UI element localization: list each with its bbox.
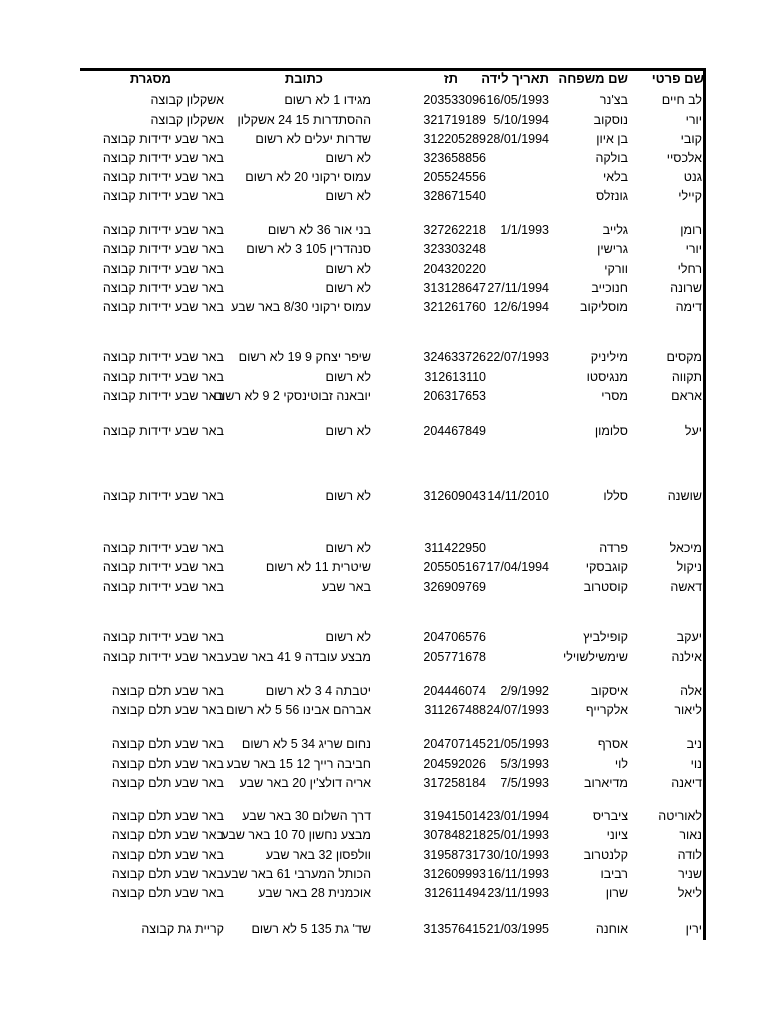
cell-first-name: יורי — [685, 242, 702, 256]
cell-first-name: לב חיים — [661, 93, 702, 107]
cell-last-name: אוחנה — [595, 922, 628, 936]
table-row — [0, 885, 768, 905]
cell-address: בני אור 36 לא רשום — [267, 223, 371, 237]
cell-address: הכותל המערבי 61 באר שבע — [224, 867, 371, 881]
cell-id: 319415014 — [423, 809, 486, 823]
table-row — [0, 92, 768, 112]
cell-framework: באר שבע ידידות קבוצה — [102, 541, 224, 555]
table-row — [0, 540, 768, 560]
cell-framework: באר שבע ידידות קבוצה — [102, 630, 224, 644]
table-row — [0, 847, 768, 867]
cell-last-name: מנגיסטו — [586, 370, 628, 384]
table-row — [0, 280, 768, 300]
cell-framework: באר שבע ידידות קבוצה — [102, 489, 224, 503]
cell-id: 328671540 — [423, 189, 486, 203]
cell-first-name: שניר — [678, 867, 702, 881]
cell-last-name: אסרף — [597, 737, 628, 751]
cell-address: לא רשום — [325, 281, 371, 295]
table-row — [0, 775, 768, 795]
cell-first-name: מקסים — [666, 350, 702, 364]
cell-dob: 2/9/1992 — [500, 684, 549, 698]
cell-first-name: יורי — [685, 113, 702, 127]
table-row — [0, 702, 768, 722]
cell-last-name: חנוכייב — [591, 281, 628, 295]
cell-first-name: רחלי — [677, 262, 702, 276]
cell-address: מבצע עובדה 9 41 באר שבע — [224, 650, 371, 664]
table-row — [0, 921, 768, 941]
cell-id: 313128647 — [423, 281, 486, 295]
cell-last-name: קלנטרוב — [583, 848, 628, 862]
table-row — [0, 808, 768, 828]
table-row — [0, 369, 768, 389]
cell-dob: 5/10/1994 — [493, 113, 549, 127]
cell-address: שיפר יצחק 9 19 לא רשום — [238, 350, 371, 364]
cell-address: חביבה רייך 12 15 באר שבע — [226, 757, 371, 771]
cell-dob: 21/05/1993 — [486, 737, 549, 751]
table-row — [0, 736, 768, 756]
cell-first-name: נאור — [679, 828, 702, 842]
cell-framework: באר שבע תלם קבוצה — [111, 703, 224, 717]
table-row — [0, 241, 768, 261]
cell-framework: באר שבע ידידות קבוצה — [102, 281, 224, 295]
cell-framework: אשקלון קבוצה — [150, 113, 224, 127]
cell-address: שדרות יעלים לא רשום — [255, 132, 371, 146]
table-row — [0, 866, 768, 886]
cell-framework: באר שבע תלם קבוצה — [111, 757, 224, 771]
cell-dob: 30/10/1993 — [486, 848, 549, 862]
cell-framework: באר שבע תלם קבוצה — [111, 848, 224, 862]
cell-address: לא רשום — [325, 189, 371, 203]
table-row — [0, 488, 768, 508]
cell-first-name: ליאל — [677, 886, 702, 900]
cell-last-name: מסרי — [601, 389, 628, 403]
cell-id: 323303248 — [423, 242, 486, 256]
table-row — [0, 756, 768, 776]
cell-dob: 1/1/1993 — [500, 223, 549, 237]
cell-framework: באר שבע תלם קבוצה — [111, 776, 224, 790]
cell-address: באר שבע — [321, 580, 371, 594]
cell-address: לא רשום — [325, 630, 371, 644]
table-row — [0, 188, 768, 208]
cell-first-name: שושנה — [667, 489, 702, 503]
cell-framework: באר שבע תלם קבוצה — [111, 684, 224, 698]
cell-last-name: לוי — [614, 757, 628, 771]
cell-address: אריה דולצ'ין 20 באר שבע — [239, 776, 371, 790]
table-row — [0, 423, 768, 443]
cell-framework: באר שבע ידידות קבוצה — [102, 580, 224, 594]
cell-first-name: תקווה — [671, 370, 702, 384]
cell-id: 312609993 — [423, 867, 486, 881]
cell-framework: באר שבע ידידות קבוצה — [102, 370, 224, 384]
cell-address: עמוס ירקוני 8/30 באר שבע — [231, 300, 371, 314]
cell-id: 307848218 — [423, 828, 486, 842]
cell-address: מבצע נחשון 70 10 באר שבע — [221, 828, 371, 842]
cell-id: 317258184 — [423, 776, 486, 790]
cell-address: מגידו 1 לא רשום — [284, 93, 371, 107]
cell-dob: 23/11/1993 — [487, 886, 549, 900]
cell-framework: באר שבע ידידות קבוצה — [102, 350, 224, 364]
cell-last-name: שרון — [605, 886, 628, 900]
cell-first-name: ליאור — [674, 703, 702, 717]
cell-last-name: קופילביץ — [583, 630, 628, 644]
cell-last-name: סלומון — [594, 424, 628, 438]
cell-framework: באר שבע תלם קבוצה — [111, 867, 224, 881]
cell-address: שיטרית 11 לא רשום — [265, 560, 371, 574]
cell-address: לא רשום — [325, 151, 371, 165]
table-row — [0, 559, 768, 579]
cell-framework: באר שבע ידידות קבוצה — [102, 560, 224, 574]
cell-first-name: דיאנה — [671, 776, 702, 790]
cell-address: יטבתה 4 3 לא רשום — [265, 684, 371, 698]
cell-last-name: גרישין — [597, 242, 628, 256]
cell-framework: אשקלון קבוצה — [150, 93, 224, 107]
cell-id: 205771678 — [423, 650, 486, 664]
table-row — [0, 629, 768, 649]
cell-dob: 16/11/1993 — [487, 867, 549, 881]
cell-address: שד' גת 135 5 לא רשום — [251, 922, 371, 936]
cell-address: אברהם אבינו 56 5 לא רשום — [226, 703, 371, 717]
cell-id: 321719189 — [423, 113, 486, 127]
cell-address: לא רשום — [325, 489, 371, 503]
cell-id: 204707145 — [423, 737, 486, 751]
cell-last-name: גונזלס — [595, 189, 628, 203]
cell-address: נחום שריג 34 5 לא רשום — [241, 737, 371, 751]
cell-id: 313576415 — [423, 922, 486, 936]
cell-last-name: גלייב — [602, 223, 628, 237]
table-row — [0, 299, 768, 319]
cell-last-name: שימשילשוילי — [563, 650, 628, 664]
cell-first-name: ניב — [686, 737, 702, 751]
cell-dob: 22/07/1993 — [486, 350, 549, 364]
table-row — [0, 222, 768, 242]
cell-dob: 25/01/1993 — [486, 828, 549, 842]
cell-framework: באר שבע ידידות קבוצה — [102, 262, 224, 276]
cell-first-name: דאשה — [670, 580, 702, 594]
table-row — [0, 388, 768, 408]
cell-dob: 24/07/1993 — [486, 703, 549, 717]
cell-first-name: יעקב — [676, 630, 702, 644]
cell-first-name: אראם — [671, 389, 702, 403]
cell-address: דרך השלום 30 באר שבע — [242, 809, 371, 823]
cell-dob: 27/11/1994 — [487, 281, 549, 295]
cell-last-name: מיליניק — [590, 350, 628, 364]
cell-framework: באר שבע ידידות קבוצה — [102, 300, 224, 314]
cell-address: עמוס ירקוני 20 לא רשום — [245, 170, 371, 184]
cell-framework: באר שבע ידידות קבוצה — [102, 242, 224, 256]
cell-first-name: קובי — [680, 132, 702, 146]
cell-first-name: רומן — [680, 223, 702, 237]
cell-last-name: וורקי — [604, 262, 628, 276]
cell-dob: 17/04/1994 — [486, 560, 549, 574]
cell-first-name: ירין — [685, 922, 702, 936]
cell-first-name: אלכסיי — [666, 151, 702, 165]
table-row — [0, 169, 768, 189]
cell-id: 312609043 — [423, 489, 486, 503]
header-dob: תאריך לידה — [481, 71, 549, 86]
cell-framework: באר שבע ידידות קבוצה — [102, 151, 224, 165]
cell-last-name: ציוני — [606, 828, 628, 842]
cell-id: 319587317 — [423, 848, 486, 862]
cell-framework: באר שבע ידידות קבוצה — [102, 223, 224, 237]
cell-last-name: נוסקוב — [593, 113, 628, 127]
cell-framework: באר שבע תלם קבוצה — [111, 737, 224, 751]
cell-id: 204592026 — [423, 757, 486, 771]
table-row — [0, 349, 768, 369]
cell-id: 312613110 — [424, 370, 486, 384]
cell-first-name: שרונה — [670, 281, 702, 295]
cell-last-name: בולקה — [595, 151, 628, 165]
cell-id: 326909769 — [423, 580, 486, 594]
cell-dob: 12/6/1994 — [493, 300, 549, 314]
cell-last-name: מדיארוב — [583, 776, 628, 790]
cell-first-name: אלה — [680, 684, 702, 698]
cell-framework: באר שבע ידידות קבוצה — [102, 650, 224, 664]
cell-address: יובאנה זבוטינסקי 2 9 לא רשום — [213, 389, 371, 403]
cell-last-name: מוסליקוב — [580, 300, 628, 314]
cell-id: 312611494 — [424, 886, 486, 900]
cell-first-name: ניקול — [676, 560, 702, 574]
cell-id: 324633726 — [423, 350, 486, 364]
cell-id: 327262218 — [423, 223, 486, 237]
cell-last-name: בן איון — [596, 132, 628, 146]
table-row — [0, 150, 768, 170]
cell-last-name: איסקוב — [590, 684, 628, 698]
cell-id: 204706576 — [423, 630, 486, 644]
cell-dob: 14/11/2010 — [487, 489, 549, 503]
cell-framework: באר שבע תלם קבוצה — [111, 809, 224, 823]
cell-id: 311422950 — [424, 541, 486, 555]
cell-framework: באר שבע ידידות קבוצה — [102, 132, 224, 146]
table-row — [0, 683, 768, 703]
cell-dob: 23/01/1994 — [486, 809, 549, 823]
cell-address: אוכמנית 28 באר שבע — [258, 886, 371, 900]
cell-id: 312205289 — [423, 132, 486, 146]
header-first-name: שם פרטי — [651, 71, 704, 86]
cell-address: לא רשום — [325, 424, 371, 438]
header-address: כתובת — [284, 71, 323, 86]
cell-address: לא רשום — [325, 262, 371, 276]
table-row — [0, 112, 768, 132]
cell-last-name: ציבריס — [592, 809, 628, 823]
table-row — [0, 649, 768, 669]
cell-address: לא רשום — [325, 541, 371, 555]
cell-first-name: לודה — [677, 848, 702, 862]
cell-framework: באר שבע ידידות קבוצה — [102, 189, 224, 203]
cell-dob: 28/01/1994 — [486, 132, 549, 146]
cell-id: 205505167 — [423, 560, 486, 574]
cell-dob: 5/3/1993 — [500, 757, 549, 771]
cell-last-name: פרדה — [599, 541, 628, 555]
cell-id: 203533096 — [423, 93, 486, 107]
header-id: תז — [443, 71, 458, 86]
cell-first-name: קיילי — [678, 189, 702, 203]
cell-first-name: מיכאל — [669, 541, 702, 555]
cell-id: 204320220 — [423, 262, 486, 276]
cell-last-name: קוגבסקי — [585, 560, 628, 574]
cell-id: 205524556 — [423, 170, 486, 184]
table-row — [0, 131, 768, 151]
cell-last-name: סללו — [603, 489, 628, 503]
cell-framework: באר שבע ידידות קבוצה — [102, 424, 224, 438]
cell-framework: באר שבע ידידות קבוצה — [102, 170, 224, 184]
cell-last-name: בלאי — [603, 170, 628, 184]
header-last-name: שם משפחה — [558, 71, 628, 86]
cell-dob: 16/05/1993 — [486, 93, 549, 107]
cell-last-name: אלקרייף — [585, 703, 628, 717]
cell-dob: 7/5/1993 — [500, 776, 549, 790]
cell-address: סנהדרין 105 3 לא רשום — [246, 242, 371, 256]
cell-last-name: בצ'נר — [599, 93, 628, 107]
cell-id: 321261760 — [423, 300, 486, 314]
cell-first-name: גנט — [683, 170, 702, 184]
table-row — [0, 827, 768, 847]
cell-framework: באר שבע תלם קבוצה — [111, 828, 224, 842]
cell-address: ההסתדרות 15 24 אשקלון — [237, 113, 371, 127]
cell-address: וולפסון 32 באר שבע — [265, 848, 371, 862]
cell-id: 323658856 — [423, 151, 486, 165]
table-row — [0, 261, 768, 281]
cell-framework: באר שבע ידידות קבוצה — [102, 389, 224, 403]
cell-last-name: רביבו — [600, 867, 628, 881]
cell-first-name: יעל — [684, 424, 702, 438]
table-row — [0, 579, 768, 599]
cell-framework: באר שבע תלם קבוצה — [111, 886, 224, 900]
cell-id: 311267488 — [424, 703, 486, 717]
cell-id: 206317653 — [423, 389, 486, 403]
cell-first-name: דימה — [675, 300, 702, 314]
cell-id: 204467849 — [423, 424, 486, 438]
cell-last-name: קוסטרוב — [583, 580, 628, 594]
header-framework: מסגרת — [129, 71, 171, 86]
cell-framework: קריית גת קבוצה — [141, 922, 224, 936]
cell-first-name: אילנה — [671, 650, 702, 664]
cell-id: 204446074 — [423, 684, 486, 698]
cell-address: לא רשום — [325, 370, 371, 384]
cell-dob: 21/03/1995 — [486, 922, 549, 936]
cell-first-name: נוי — [690, 757, 702, 771]
cell-first-name: לאוריטה — [658, 809, 702, 823]
